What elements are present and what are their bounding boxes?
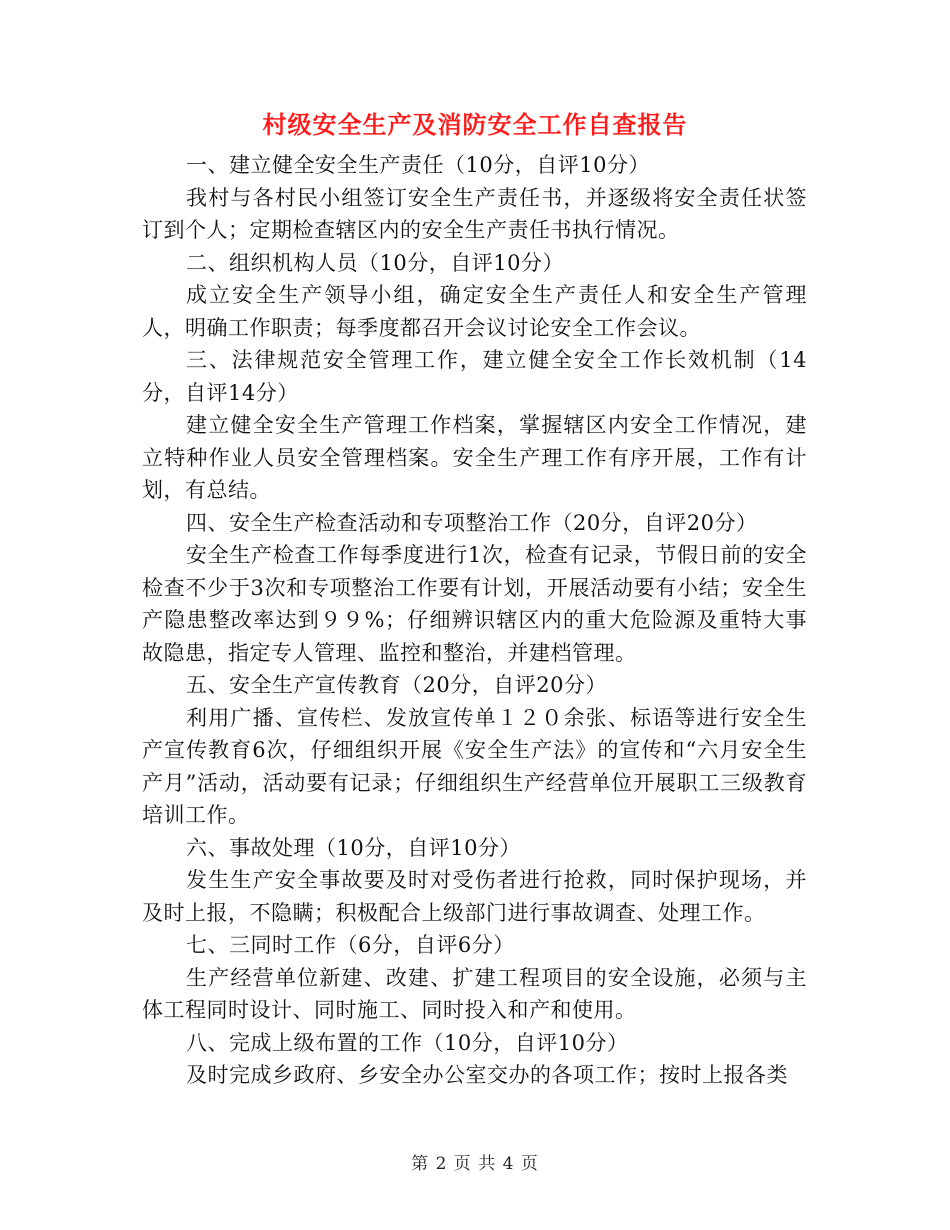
section-paragraph-1: 我村与各村民小组签订安全生产责任书，并逐级将安全责任状签订到个人；定期检查辖区内的安全生产责任书执行情况。 xyxy=(142,185,807,242)
section-heading-5: 五、安全生产宣传教育（20分，自评20分） xyxy=(186,673,607,697)
section-paragraph-5: 利用广播、宣传栏、发放宣传单１２０余张、标语等进行安全生产宣传教育6次，仔细组织开展《安全生产法》的宣传和“六月安全生产月”活动，活动要有记录；仔细组织生产经营单位开展职工三级教育培训工作。 xyxy=(142,705,807,827)
section-heading-3: 三、法律规范安全管理工作，建立健全安全工作长效机制（14分，自评14分） xyxy=(142,348,807,405)
section-paragraph-6: 发生生产安全事故要及时对受伤者进行抢救，同时保护现场，并及时上报，不隐瞒；积极配合上级部门进行事故调查、处理工作。 xyxy=(142,868,807,925)
section-paragraph-4: 安全生产检查工作每季度进行1次，检查有记录，节假日前的安全检查不少于3次和专项整治工作要有计划，开展活动要有小结；安全生产隐患整改率达到９９%；仔细辨识辖区内的重大危险源及重特大事故隐患，指定专人管理、监控和整治，并建档管理。 xyxy=(142,543,807,665)
section-heading-6: 六、事故处理（10分，自评10分） xyxy=(186,835,521,860)
section-heading-1: 一、建立健全安全生产责任（10分，自评10分） xyxy=(186,153,650,177)
section-heading-8: 八、完成上级布置的工作（10分，自评10分） xyxy=(186,1030,629,1055)
document-body xyxy=(142,149,807,1092)
section-paragraph-2: 成立安全生产领导小组，确定安全生产责任人和安全生产管理人，明确工作职责；每季度都召开会议讨论安全工作会议。 xyxy=(142,283,807,340)
page-number-footer: 第 2 页 共 4 页 xyxy=(411,1154,539,1174)
section-heading-7: 七、三同时工作（6分，自评6分） xyxy=(186,933,515,957)
section-paragraph-8: 及时完成乡政府、乡安全办公室交办的各项工作；按时上报各类 xyxy=(186,1063,788,1087)
section-paragraph-7: 生产经营单位新建、改建、扩建工程项目的安全设施，必须与主体工程同时设计、同时施工、同时投入和产和使用。 xyxy=(142,965,807,1022)
section-paragraph-3: 建立健全安全生产管理工作档案，掌握辖区内安全工作情况，建立特种作业人员安全管理档案。安全生产理工作有序开展，工作有计划，有总结。 xyxy=(142,413,807,502)
section-heading-2: 二、组织机构人员（10分，自评10分） xyxy=(186,250,564,275)
document-title: 村级安全生产及消防安全工作自查报告 xyxy=(262,111,688,139)
section-heading-4: 四、安全生产检查活动和专项整治工作（20分，自评20分） xyxy=(186,510,758,535)
